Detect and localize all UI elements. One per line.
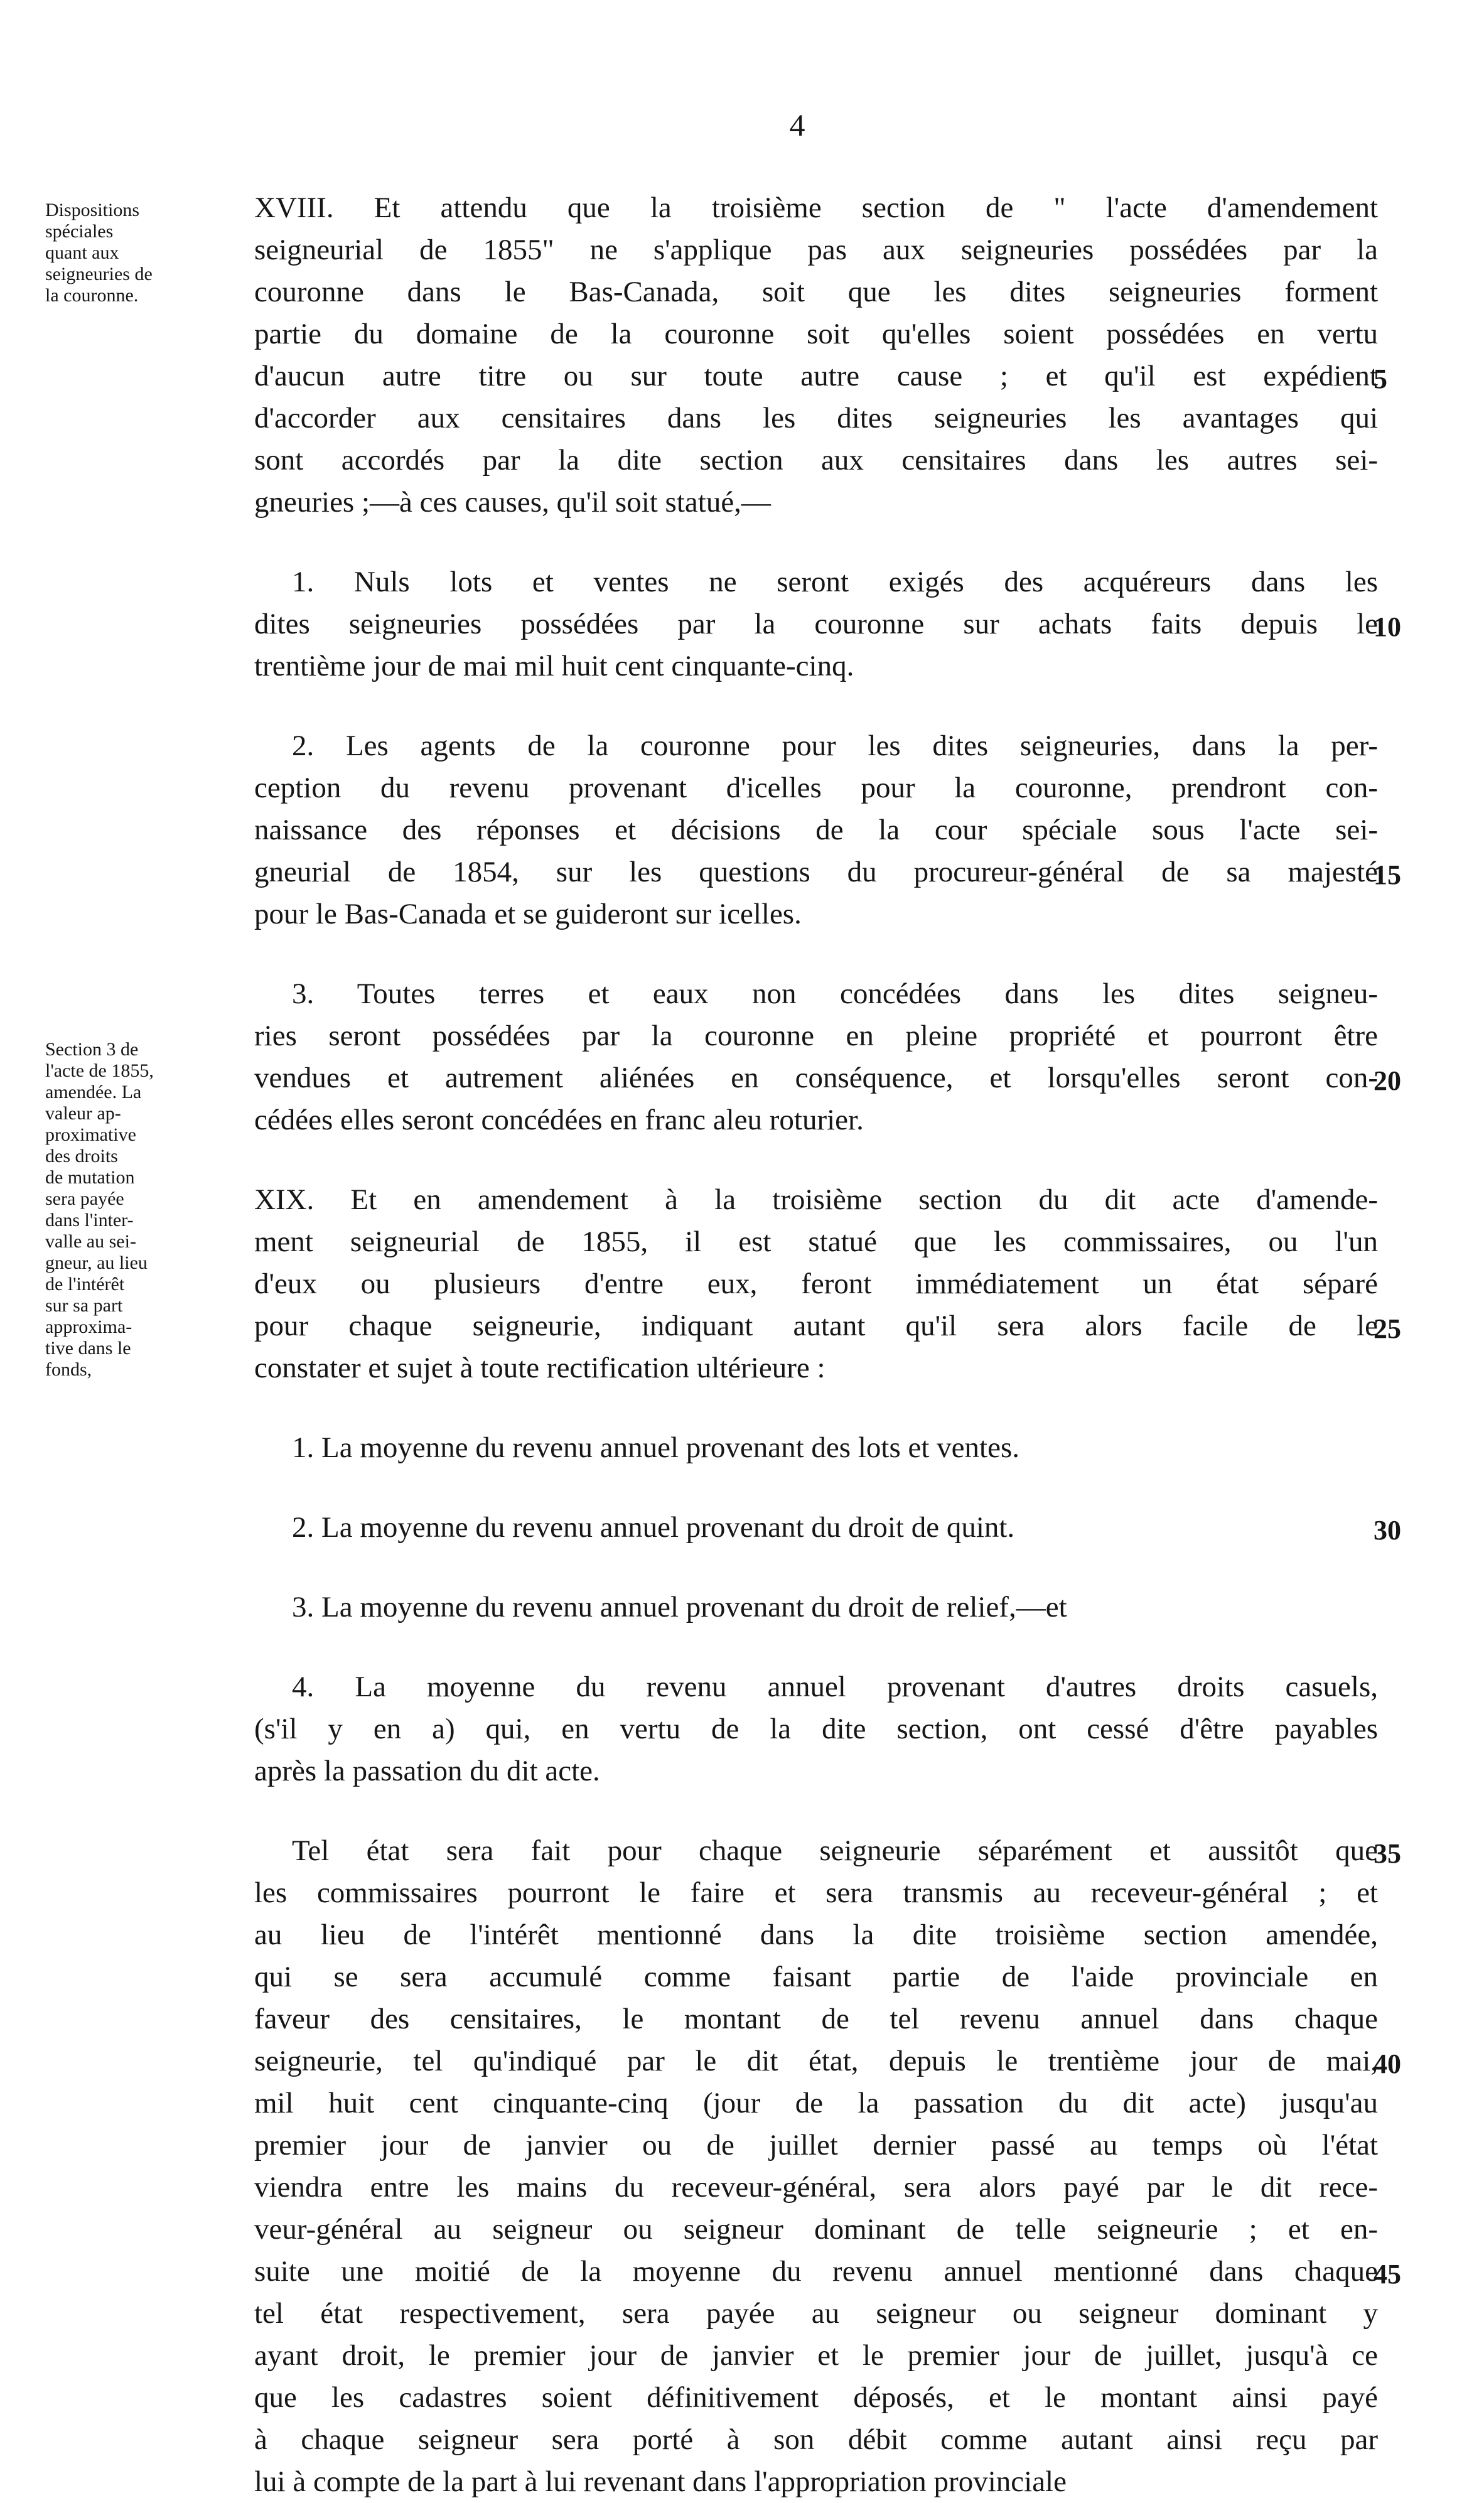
line-number: 35 xyxy=(1374,1838,1401,1869)
text-line: ries seront possédées par la couronne en pleine propriété et pourront être xyxy=(254,1020,1378,1052)
text-line: dites seigneuries possédées par la couronne sur achats faits depuis le xyxy=(254,608,1378,640)
margin-note-line: sera payée xyxy=(45,1188,124,1209)
line-number: 45 xyxy=(1374,2259,1401,2290)
line-number: 20 xyxy=(1374,1065,1401,1096)
text-line: faveur des censitaires, le montant de tel revenu annuel dans chaque xyxy=(254,2003,1378,2035)
margin-note-line: des droits xyxy=(45,1146,118,1166)
margin-note xyxy=(45,1039,252,1381)
text-line: XVIII. Et attendu que la troisième section de " l'acte d'amendement xyxy=(254,191,1378,224)
text-line: au lieu de l'intérêt mentionné dans la dite troisième section amendée, xyxy=(254,1919,1378,1951)
text-line: 3. Toutes terres et eaux non concédées dans les dites seigneu- xyxy=(292,977,1378,1010)
text-line: après la passation du dit acte. xyxy=(254,1755,600,1787)
text-line: d'eux ou plusieurs d'entre eux, feront immédiatement un état séparé xyxy=(254,1268,1378,1300)
margin-note-line: de mutation xyxy=(45,1167,135,1188)
margin-note-line: sur sa part xyxy=(45,1295,123,1316)
margin-note-line: approxima- xyxy=(45,1316,132,1337)
paragraph xyxy=(254,1507,1378,1549)
text-line: que les cadastres soient définitivement déposés, et le montant ainsi payé xyxy=(254,2381,1378,2414)
text-line: cédées elles seront concédées en franc aleu roturier. xyxy=(254,1104,864,1136)
text-line: 4. La moyenne du revenu annuel provenant d'autres droits casuels, xyxy=(292,1671,1378,1703)
margin-note-line: seigneuries de xyxy=(45,264,153,284)
paragraph xyxy=(254,1830,1378,2503)
line-number: 25 xyxy=(1374,1313,1401,1344)
text-line: trentième jour de mai mil huit cent cinquante-cinq. xyxy=(254,650,854,682)
text-line: à chaque seigneur sera porté à son débit comme autant ainsi reçu par xyxy=(254,2423,1378,2456)
line-number: 5 xyxy=(1374,363,1387,394)
text-line: gneuries ;—à ces causes, qu'il soit statué,— xyxy=(254,486,771,519)
line-number: 40 xyxy=(1374,2048,1401,2079)
margin-note-line: proximative xyxy=(45,1124,136,1145)
text-line: viendra entre les mains du receveur-général, sera alors payé par le dit rece- xyxy=(254,2171,1378,2204)
paragraph xyxy=(254,725,1378,935)
margin-note-line: dans l'inter- xyxy=(45,1210,134,1230)
text-line: pour le Bas-Canada et se guideront sur icelles. xyxy=(254,898,802,930)
text-line: XIX. Et en amendement à la troisième section du dit acte d'amende- xyxy=(254,1183,1378,1216)
margin-note-line: fonds, xyxy=(45,1359,92,1380)
text-line: suite une moitié de la moyenne du revenu annuel mentionné dans chaque xyxy=(254,2255,1378,2288)
text-line: qui se sera accumulé comme faisant partie de l'aide provinciale en xyxy=(254,1961,1378,1993)
paragraph xyxy=(254,1666,1378,1792)
text-line: 3. La moyenne du revenu annuel provenant du droit de relief,—et xyxy=(292,1591,1067,1623)
margin-note-line: la couronne. xyxy=(45,285,139,306)
margin-note-line: Dispositions xyxy=(45,200,140,220)
text-line: les commissaires pourront le faire et sera transmis au receveur-général ; et xyxy=(254,1876,1378,1909)
text-line: (s'il y en a) qui, en vertu de la dite section, ont cessé d'être payables xyxy=(254,1713,1378,1745)
text-line: seigneurial de 1855" ne s'applique pas aux seigneuries possédées par la xyxy=(254,234,1378,266)
text-line: couronne dans le Bas-Canada, soit que les dites seigneuries forment xyxy=(254,276,1378,308)
text-line: pour chaque seigneurie, indiquant autant qu'il sera alors facile de le xyxy=(254,1310,1378,1342)
text-line: 1. Nuls lots et ventes ne seront exigés des acquéreurs dans les xyxy=(292,566,1378,598)
text-line: Tel état sera fait pour chaque seigneurie séparément et aussitôt que xyxy=(292,1834,1378,1867)
line-number: 30 xyxy=(1374,1515,1401,1546)
margin-note-line: valeur ap- xyxy=(45,1103,121,1124)
margin-note-line: l'acte de 1855, xyxy=(45,1060,154,1081)
margin-note-line: amendée. La xyxy=(45,1082,142,1102)
page-number: 4 xyxy=(789,107,805,143)
margin-note xyxy=(45,200,252,306)
paragraph xyxy=(254,1586,1378,1628)
text-line: mil huit cent cinquante-cinq (jour de la passation du dit acte) jusqu'au xyxy=(254,2087,1378,2119)
text-line: naissance des réponses et décisions de la cour spéciale sous l'acte sei- xyxy=(254,814,1378,846)
text-line: premier jour de janvier ou de juillet dernier passé au temps où l'état xyxy=(254,2129,1378,2161)
text-line: tel état respectivement, sera payée au seigneur ou seigneur dominant y xyxy=(254,2297,1378,2330)
text-line: 1. La moyenne du revenu annuel provenant des lots et ventes. xyxy=(292,1431,1019,1464)
margin-note-line: valle au sei- xyxy=(45,1231,136,1252)
text-line: sont accordés par la dite section aux censitaires dans les autres sei- xyxy=(254,444,1378,476)
text-line: 2. La moyenne du revenu annuel provenant du droit de quint. xyxy=(292,1511,1015,1544)
line-number: 10 xyxy=(1374,611,1401,642)
text-line: constater et sujet à toute rectification ultérieure : xyxy=(254,1352,825,1384)
text-line: seigneurie, tel qu'indiqué par le dit état, depuis le trentième jour de mai, xyxy=(254,2045,1378,2077)
text-line: lui à compte de la part à lui revenant dans l'appropriation provinciale xyxy=(254,2465,1067,2498)
margin-note-line: gneur, au lieu xyxy=(45,1252,148,1273)
text-line: d'aucun autre titre ou sur toute autre cause ; et qu'il est expédient xyxy=(254,360,1378,392)
paragraph xyxy=(254,561,1378,687)
text-line: gneurial de 1854, sur les questions du procureur-général de sa majesté xyxy=(254,856,1378,888)
text-line: ception du revenu provenant d'icelles pour la couronne, prendront con- xyxy=(254,772,1378,804)
text-line: ment seigneurial de 1855, il est statué que les commissaires, ou l'un xyxy=(254,1225,1378,1258)
margin-note-line: quant aux xyxy=(45,242,119,263)
text-line: ayant droit, le premier jour de janvier et le premier jour de juillet, jusqu'à ce xyxy=(254,2339,1378,2372)
margin-note-line: tive dans le xyxy=(45,1338,131,1359)
paragraph xyxy=(254,187,1378,524)
text-line: partie du domaine de la couronne soit qu'elles soient possédées en vertu xyxy=(254,318,1378,350)
body-text xyxy=(254,187,1378,2503)
line-number: 15 xyxy=(1374,859,1401,890)
margin-note-line: Section 3 de xyxy=(45,1039,139,1060)
text-line: d'accorder aux censitaires dans les dites seigneuries les avantages qui xyxy=(254,402,1378,434)
margin-note-line: de l'intérêt xyxy=(45,1274,125,1295)
paragraph xyxy=(254,1179,1378,1389)
text-line: vendues et autrement aliénées en conséquence, et lorsqu'elles seront con- xyxy=(254,1062,1378,1094)
paragraph xyxy=(254,1427,1378,1469)
text-line: veur-général au seigneur ou seigneur dominant de telle seigneurie ; et en- xyxy=(254,2213,1378,2246)
text-line: 2. Les agents de la couronne pour les dites seigneuries, dans la per- xyxy=(292,729,1378,762)
margin-note-line: spéciales xyxy=(45,221,114,242)
paragraph xyxy=(254,973,1378,1141)
